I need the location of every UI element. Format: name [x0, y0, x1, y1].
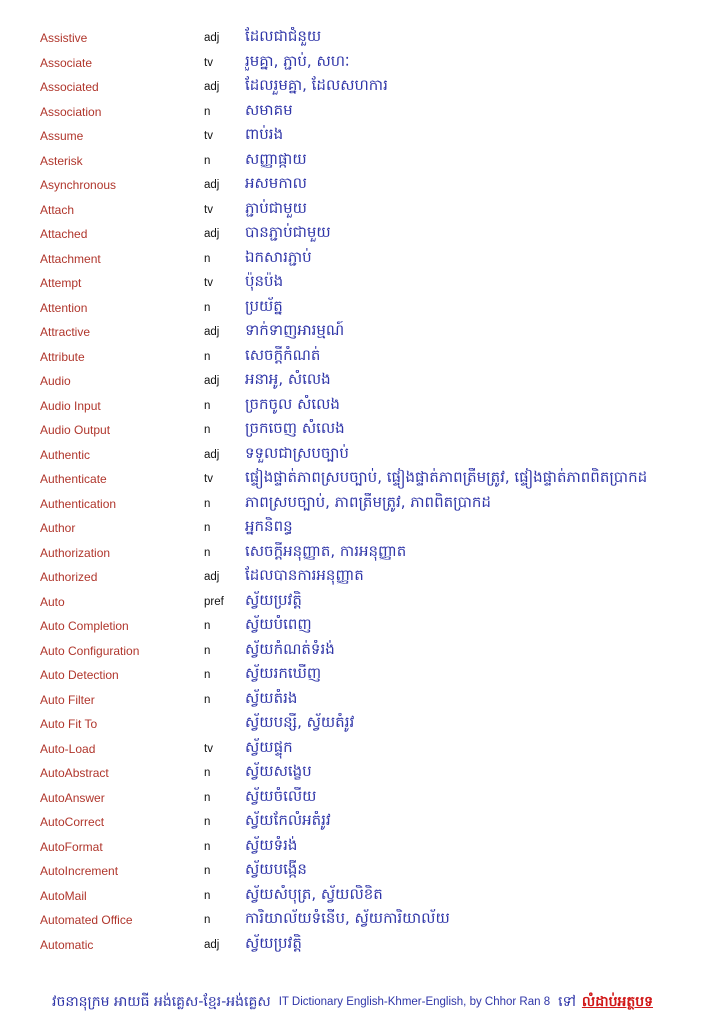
entry-part-of-speech: adj: [204, 179, 220, 192]
entry-row: [40, 271, 710, 296]
entry-khmer-definition: ដែលរួមគ្នា, ដែលសហការ: [245, 76, 388, 95]
entry-part-of-speech: n: [204, 791, 211, 804]
entry-term: Automated Office: [40, 913, 133, 928]
entry-term: Auto Configuration: [40, 643, 140, 658]
entry-khmer-definition: ស្វ័យផ្ទុក: [245, 737, 293, 756]
entry-term: Attractive: [40, 325, 91, 340]
entry-row: [40, 688, 710, 713]
entry-row: [40, 835, 710, 860]
entry-part-of-speech: n: [204, 669, 211, 682]
entry-part-of-speech: pref: [204, 595, 224, 608]
entry-khmer-definition: អនាអូ, សំលេង: [245, 370, 331, 389]
entry-khmer-definition: អ្នកនិពន្ធ: [245, 517, 293, 536]
entry-row: [40, 614, 710, 639]
entry-row: [40, 394, 710, 419]
entry-part-of-speech: n: [204, 154, 211, 167]
entry-row: [40, 418, 710, 443]
entry-part-of-speech: n: [204, 620, 211, 633]
entry-part-of-speech: n: [204, 914, 211, 927]
entry-term: Authenticate: [40, 472, 107, 487]
entry-part-of-speech: n: [204, 497, 211, 510]
entry-term: Assistive: [40, 31, 88, 46]
entry-term: AutoFormat: [40, 839, 103, 854]
entry-row: [40, 565, 710, 590]
entry-term: Authentication: [40, 496, 117, 511]
entry-part-of-speech: n: [204, 693, 211, 706]
entry-row: [40, 124, 710, 149]
entry-part-of-speech: n: [204, 105, 211, 118]
entry-part-of-speech: n: [204, 644, 211, 657]
entry-term: AutoAbstract: [40, 766, 109, 781]
entry-part-of-speech: adj: [204, 32, 220, 45]
entry-khmer-definition: ដែលបានការអនុញ្ញាត: [245, 566, 364, 585]
entry-term: Assume: [40, 129, 84, 144]
entry-khmer-definition: ច្រកចូល សំលេង: [245, 394, 340, 413]
entry-khmer-definition: ប៉ុនប៉ង: [245, 272, 284, 291]
entry-khmer-definition: ស្វ័យចំលើយ: [245, 786, 317, 805]
entry-term: Attached: [40, 227, 88, 242]
entry-row: [40, 737, 710, 762]
entry-row: [40, 51, 710, 76]
entry-khmer-definition: ច្រកចេញ សំលេង: [245, 419, 345, 438]
entry-row: [40, 247, 710, 272]
entry-term: Authorization: [40, 545, 111, 560]
entry-part-of-speech: tv: [204, 473, 213, 486]
entry-row: [40, 639, 710, 664]
entry-term: Auto: [40, 594, 65, 609]
entry-term: Audio Input: [40, 398, 101, 413]
footer-to-label: ទៅ: [558, 993, 576, 1010]
entry-khmer-definition: ស្វ័យកំណត់ទំរង់: [245, 639, 335, 658]
entry-term: Auto Filter: [40, 692, 95, 707]
entry-row: [40, 443, 710, 468]
entry-khmer-definition: ទាក់ទាញអារម្មណ៍: [245, 321, 345, 340]
entry-term: Author: [40, 521, 76, 536]
entry-khmer-definition: ស្វ័យទំរង់: [245, 835, 298, 854]
entry-khmer-definition: ស្វ័យប្រវត្តិ: [245, 590, 302, 609]
entry-row: [40, 859, 710, 884]
entry-row: [40, 663, 710, 688]
entry-term: AutoCorrect: [40, 815, 105, 830]
entry-part-of-speech: adj: [204, 448, 220, 461]
entry-part-of-speech: adj: [204, 938, 220, 951]
entry-part-of-speech: adj: [204, 571, 220, 584]
entry-row: [40, 712, 710, 737]
entry-term: Associated: [40, 80, 99, 95]
entry-khmer-definition: ទទួលជាស្របច្បាប់: [245, 443, 349, 462]
entry-part-of-speech: n: [204, 865, 211, 878]
entry-row: [40, 786, 710, 811]
entry-khmer-definition: ស្វ័យរកឃើញ: [245, 664, 322, 683]
entry-khmer-definition: សញ្ញាផ្កាយ: [245, 149, 307, 168]
entry-row: [40, 369, 710, 394]
entry-row: [40, 516, 710, 541]
entry-khmer-definition: ស្វ័យសំបុត្រ, ស្វ័យលិខិត: [245, 884, 383, 903]
entry-part-of-speech: n: [204, 889, 211, 902]
entry-term: Auto Detection: [40, 668, 119, 683]
entry-khmer-definition: ផ្ទៀងផ្ទាត់ភាពស្របច្បាប់, ផ្ទៀងផ្ទាត់ភាពត្រឹមត្រូវ, ផ្ទៀងផ្ទាត់ភាពពិតប្រាកដ: [245, 468, 648, 487]
entry-row: [40, 100, 710, 125]
entry-part-of-speech: tv: [204, 742, 213, 755]
entry-khmer-definition: ឯកសារភ្ជាប់: [245, 247, 312, 266]
entry-row: [40, 26, 710, 51]
entry-part-of-speech: n: [204, 840, 211, 853]
entry-row: [40, 541, 710, 566]
entry-khmer-definition: អសមកាល: [245, 174, 307, 193]
entry-part-of-speech: n: [204, 424, 211, 437]
entry-row: [40, 198, 710, 223]
entry-part-of-speech: tv: [204, 277, 213, 290]
entry-part-of-speech: n: [204, 816, 211, 829]
entry-khmer-definition: ស្វ័យបន្សី, ស្វ័យតំរូវ: [245, 713, 355, 732]
entry-part-of-speech: tv: [204, 130, 213, 143]
entry-khmer-definition: សេចក្តីអនុញ្ញាត, ការអនុញ្ញាត: [245, 541, 407, 560]
entry-term: Association: [40, 104, 102, 119]
entry-part-of-speech: n: [204, 399, 211, 412]
entry-khmer-definition: សមាគម: [245, 100, 293, 119]
entry-term: Audio: [40, 374, 71, 389]
entry-part-of-speech: tv: [204, 56, 213, 69]
entry-khmer-definition: ស្វ័យបំពេញ: [245, 615, 312, 634]
entry-khmer-definition: ស្វ័យកែលំអតំរូវ: [245, 811, 331, 830]
entry-term: Asynchronous: [40, 178, 117, 193]
entry-row: [40, 345, 710, 370]
entry-row: [40, 933, 710, 958]
entry-khmer-definition: ដែលជាជំនួយ: [245, 27, 322, 46]
entry-term: Auto Completion: [40, 619, 129, 634]
entry-khmer-definition: ភាពស្របច្បាប់, ភាពត្រឹមត្រូវ, ភាពពិតប្រាកដ: [245, 492, 491, 511]
entry-part-of-speech: adj: [204, 228, 220, 241]
entry-row: [40, 590, 710, 615]
entry-term: AutoMail: [40, 888, 87, 903]
entry-part-of-speech: n: [204, 301, 211, 314]
entry-term: Attribute: [40, 349, 85, 364]
entry-khmer-definition: បានភ្ជាប់ជាមួយ: [245, 223, 331, 242]
entry-part-of-speech: adj: [204, 326, 220, 339]
entry-row: [40, 761, 710, 786]
entry-term: Automatic: [40, 937, 94, 952]
entry-khmer-definition: ការិយាល័យទំនើប, ស្វ័យការិយាល័យ: [245, 909, 450, 928]
entry-term: AutoAnswer: [40, 790, 105, 805]
entry-khmer-definition: ប្រយ័ត្ន: [245, 296, 283, 315]
footer-khmer-title: វចនានុក្រម អាយធី អង់គ្លេស-ខ្មែរ-អង់គ្លេស: [52, 993, 271, 1010]
entry-term: Authentic: [40, 447, 91, 462]
entry-row: [40, 884, 710, 909]
entry-row: [40, 810, 710, 835]
entry-khmer-definition: ភ្ជាប់ជាមួយ: [245, 198, 307, 217]
entry-part-of-speech: adj: [204, 81, 220, 94]
entry-khmer-definition: ស្វ័យសង្ខេប: [245, 762, 312, 781]
entry-part-of-speech: n: [204, 252, 211, 265]
entry-term: Attach: [40, 202, 75, 217]
entry-khmer-definition: ស្វ័យប្រវត្តិ: [245, 933, 302, 952]
entry-term: Auto-Load: [40, 741, 96, 756]
entry-khmer-definition: ពាប់រង: [245, 125, 284, 144]
entry-row: [40, 296, 710, 321]
entry-row: [40, 173, 710, 198]
footer-english-title: IT Dictionary English-Khmer-English, by Chhor Ran 8: [278, 996, 551, 1008]
entry-term: AutoIncrement: [40, 864, 119, 879]
entry-term: Associate: [40, 55, 93, 70]
entry-row: [40, 320, 710, 345]
entry-row: [40, 467, 710, 492]
entry-list: [40, 26, 710, 957]
entry-term: Asterisk: [40, 153, 83, 168]
entry-term: Authorized: [40, 570, 98, 585]
entry-row: [40, 908, 710, 933]
entry-khmer-definition: សេចក្តីកំណត់: [245, 345, 321, 364]
entry-part-of-speech: adj: [204, 375, 220, 388]
next-section-link[interactable]: លំដាប់អត្ថបទ: [581, 993, 653, 1010]
entry-row: [40, 149, 710, 174]
entry-row: [40, 222, 710, 247]
entry-part-of-speech: tv: [204, 203, 213, 216]
entry-term: Attention: [40, 300, 88, 315]
entry-part-of-speech: n: [204, 522, 211, 535]
entry-term: Auto Fit To: [40, 717, 98, 732]
entry-term: Attachment: [40, 251, 101, 266]
entry-row: [40, 492, 710, 517]
footer: [52, 990, 712, 1014]
entry-row: [40, 75, 710, 100]
entry-part-of-speech: n: [204, 767, 211, 780]
entry-term: Audio Output: [40, 423, 111, 438]
entry-part-of-speech: n: [204, 350, 211, 363]
entry-khmer-definition: រួមគ្នា, ភ្ជាប់, សហៈ: [245, 51, 350, 70]
entry-term: Attempt: [40, 276, 82, 291]
entry-khmer-definition: ស្វ័យតំរង: [245, 688, 298, 707]
entry-khmer-definition: ស្វ័យបង្កើន: [245, 860, 307, 879]
entry-part-of-speech: n: [204, 546, 211, 559]
